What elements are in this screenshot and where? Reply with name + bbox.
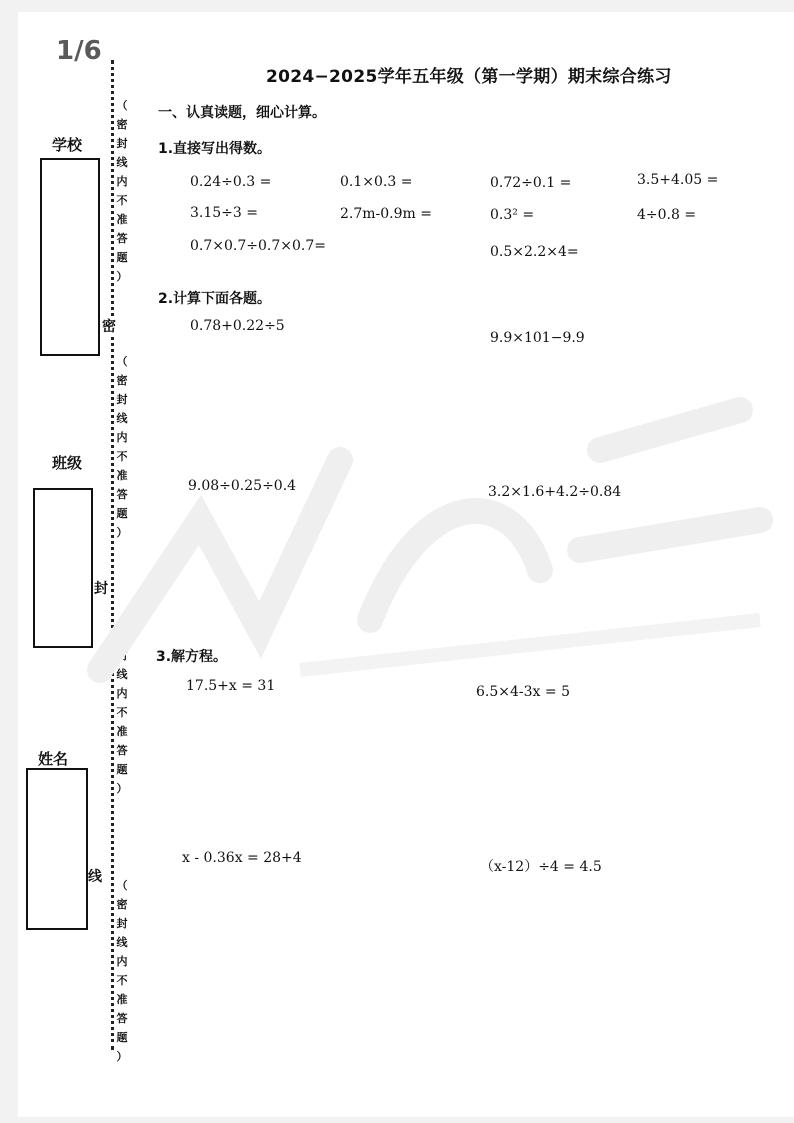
oral-calc-item: 0.1×0.3 = xyxy=(340,174,413,190)
section-heading: 一、认真读题，细心计算。 xyxy=(158,105,326,121)
equation: 6.5×4-3x = 5 xyxy=(476,684,570,700)
seal-word-feng: 封 xyxy=(94,578,108,598)
oral-calc-item: 4÷0.8 = xyxy=(637,207,697,223)
name-label: 姓名 xyxy=(38,750,69,768)
equation: x - 0.36x = 28+4 xyxy=(182,850,302,866)
oral-calc-item: 0.24÷0.3 = xyxy=(190,174,272,190)
oral-calc-item: 2.7m-0.9m = xyxy=(340,206,432,222)
oral-calc-item: 3.15÷3 = xyxy=(190,205,258,221)
class-field[interactable] xyxy=(33,488,93,648)
part1-heading: 1.直接写出得数。 xyxy=(158,141,272,157)
oral-calc-item: 0.3² = xyxy=(490,207,535,223)
page-title: 2024−2025学年五年级（第一学期）期末综合练习 xyxy=(266,67,672,87)
name-field[interactable] xyxy=(26,768,88,930)
seal-word-mi: 密 xyxy=(102,316,116,336)
seal-word-xian: 线 xyxy=(88,866,102,886)
page-indicator: 1/6 xyxy=(56,36,102,66)
oral-calc-item: 0.5×2.2×4= xyxy=(490,244,579,260)
equation: （x-12）÷4 = 4.5 xyxy=(480,859,602,875)
seal-note-4: （ 密 封 线 内 不 准 答 题 ） xyxy=(116,879,128,1063)
seal-note-2: （ 密 封 线 内 不 准 答 题 ） xyxy=(116,355,128,539)
oral-calc-item: 0.72÷0.1 = xyxy=(490,175,572,191)
class-label: 班级 xyxy=(52,454,83,472)
calc-problem: 0.78+0.22÷5 xyxy=(190,318,285,334)
oral-calc-item: 3.5+4.05 = xyxy=(637,172,719,188)
calc-problem: 9.08÷0.25÷0.4 xyxy=(188,478,297,494)
oral-calc-item: 0.7×0.7÷0.7×0.7= xyxy=(190,238,326,254)
calc-problem: 3.2×1.6+4.2÷0.84 xyxy=(488,484,622,500)
part2-heading: 2.计算下面各题。 xyxy=(158,291,272,307)
seal-note-1: （ 密 封 线 内 不 准 答 题 ） xyxy=(116,99,128,283)
equation: 17.5+x = 31 xyxy=(186,678,276,694)
school-label: 学校 xyxy=(52,136,83,154)
calc-problem: 9.9×101−9.9 xyxy=(490,330,585,346)
part3-heading: 3.解方程。 xyxy=(156,649,228,665)
school-field[interactable] xyxy=(40,158,100,356)
seal-note-3: （ 密 封 线 内 不 准 答 题 ） xyxy=(116,611,128,795)
